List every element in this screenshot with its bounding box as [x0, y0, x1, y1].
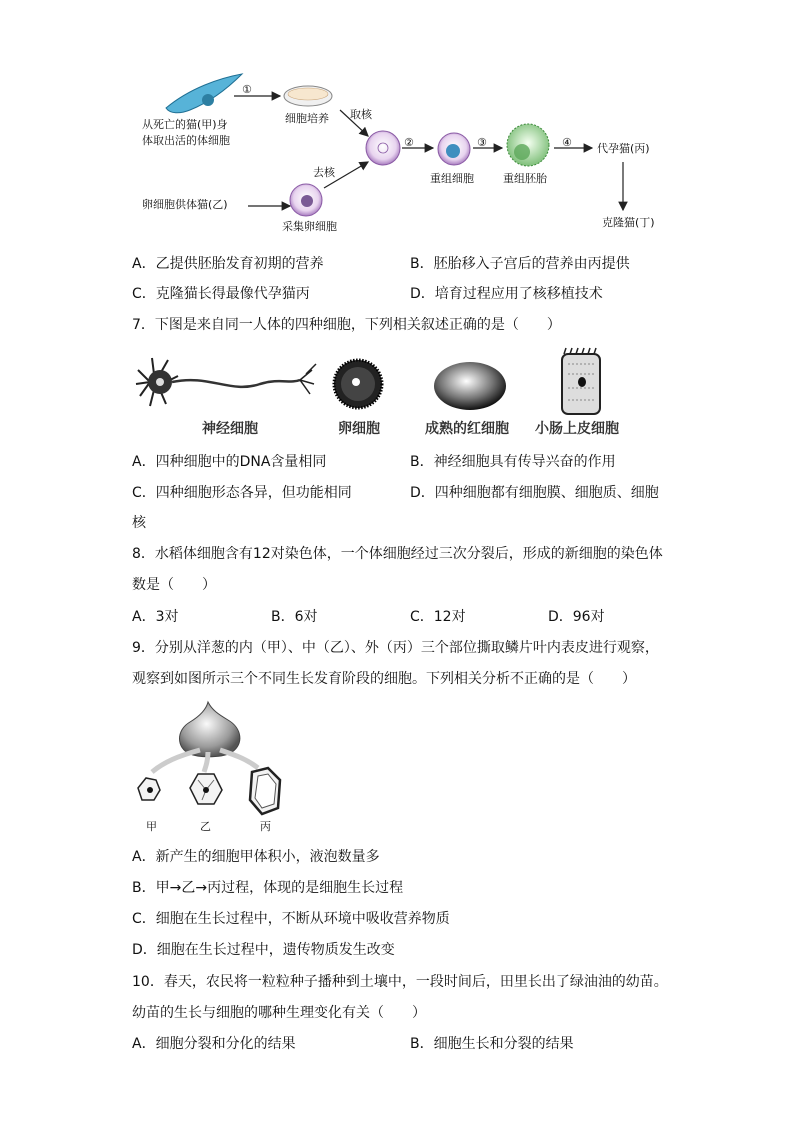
recombined-cell-label: 重组细胞	[430, 172, 474, 185]
q10-option-b: B．细胞生长和分裂的结果	[410, 1036, 574, 1052]
q10-stem-line-2: 幼苗的生长与细胞的哪种生理变化有关（ ）	[132, 1005, 426, 1021]
q7-option-c: C．四种细胞形态各异，但功能相同	[132, 485, 352, 501]
step-2-label: ②	[404, 136, 414, 149]
q6-option-c: C．克隆猫长得最像代孕猫丙	[132, 286, 310, 302]
onion-bulb	[180, 702, 240, 757]
label-bing: 丙	[260, 820, 271, 833]
donor-text-1: 从死亡的猫(甲)身	[142, 118, 228, 131]
red-blood-cell	[434, 362, 506, 410]
intestinal-cell	[562, 348, 600, 414]
label-rbc: 成熟的红细胞	[425, 421, 509, 437]
q8-option-b: B．6对	[271, 609, 318, 625]
q9-option-b: B．甲→乙→丙过程，体现的是细胞生长过程	[132, 880, 404, 896]
q8-option-a: A．3对	[132, 609, 179, 625]
q8-stem-line-2: 数是（ ）	[132, 577, 216, 593]
q7-option-b: B．神经细胞具有传导兴奋的作用	[410, 454, 616, 470]
recombined-embryo-label: 重组胚胎	[503, 172, 547, 185]
label-intestinal: 小肠上皮细胞	[535, 421, 619, 437]
q9-option-c: C．细胞在生长过程中，不断从环境中吸收营养物质	[132, 911, 450, 927]
step-3-label: ③	[477, 136, 487, 149]
q7-option-d-continued: 核	[132, 515, 146, 531]
enucleated-egg	[366, 131, 400, 165]
q10-option-a: A．细胞分裂和分化的结果	[132, 1036, 296, 1052]
q10-stem-line-1: 10．春天，农民将一粒粒种子播种到土壤中，一段时间后，田里长出了绿油油的幼苗。	[132, 974, 668, 990]
label-egg: 卵细胞	[338, 421, 380, 437]
q6-option-d: D．培育过程应用了核移植技术	[410, 286, 603, 302]
q9-option-a: A．新产生的细胞甲体积小，液泡数量多	[132, 849, 380, 865]
q7-option-d: D．四种细胞都有细胞膜、细胞质、细胞	[410, 485, 659, 501]
q8-option-c: C．12对	[410, 609, 466, 625]
q7-option-a: A．四种细胞中的DNA含量相同	[132, 454, 327, 470]
q8-option-d: D．96对	[548, 609, 605, 625]
onion-cells-figure	[128, 700, 298, 820]
step-4-label: ④	[562, 136, 572, 149]
label-yi: 乙	[200, 820, 211, 833]
q6-option-a: A．乙提供胚胎发育初期的营养	[132, 256, 324, 272]
remove-nucleus-label: 去核	[313, 166, 335, 179]
label-jia: 甲	[146, 820, 157, 833]
egg-donor-label: 卵细胞供体猫(乙)	[142, 198, 228, 211]
donor-text-2: 体取出活的体细胞	[142, 134, 230, 147]
somatic-cell	[166, 74, 242, 113]
surrogate-label: 代孕猫(丙)	[597, 142, 650, 155]
q7-stem: 7．下图是来自同一人体的四种细胞，下列相关叙述正确的是（ ）	[132, 317, 561, 333]
q9-option-d: D．细胞在生长过程中，遗传物质发生改变	[132, 942, 395, 958]
label-neuron: 神经细胞	[202, 421, 258, 437]
culture-label: 细胞培养	[285, 112, 329, 125]
embryo	[507, 124, 549, 166]
neuron-cell	[136, 358, 316, 406]
q8-stem-line-1: 8．水稻体细胞含有12对染色体，一个体细胞经过三次分裂后，形成的新细胞的染色体	[132, 546, 663, 562]
collect-egg-label: 采集卵细胞	[282, 220, 337, 233]
clone-label: 克隆猫(丁)	[602, 216, 655, 229]
four-cells-figure	[130, 344, 650, 420]
q9-stem-line-2: 观察到如图所示三个不同生长发育阶段的细胞。下列相关分析不正确的是（ ）	[132, 671, 636, 687]
take-nucleus-label: 取核	[350, 108, 372, 121]
q6-option-b: B．胚胎移入子宫后的营养由丙提供	[410, 256, 630, 272]
q9-stem-line-1: 9．分别从洋葱的内（甲）、中（乙）、外（丙）三个部位撕取鳞片叶内表皮进行观察，	[132, 640, 659, 656]
step-1-label: ①	[242, 83, 252, 96]
egg-cell	[334, 360, 382, 408]
